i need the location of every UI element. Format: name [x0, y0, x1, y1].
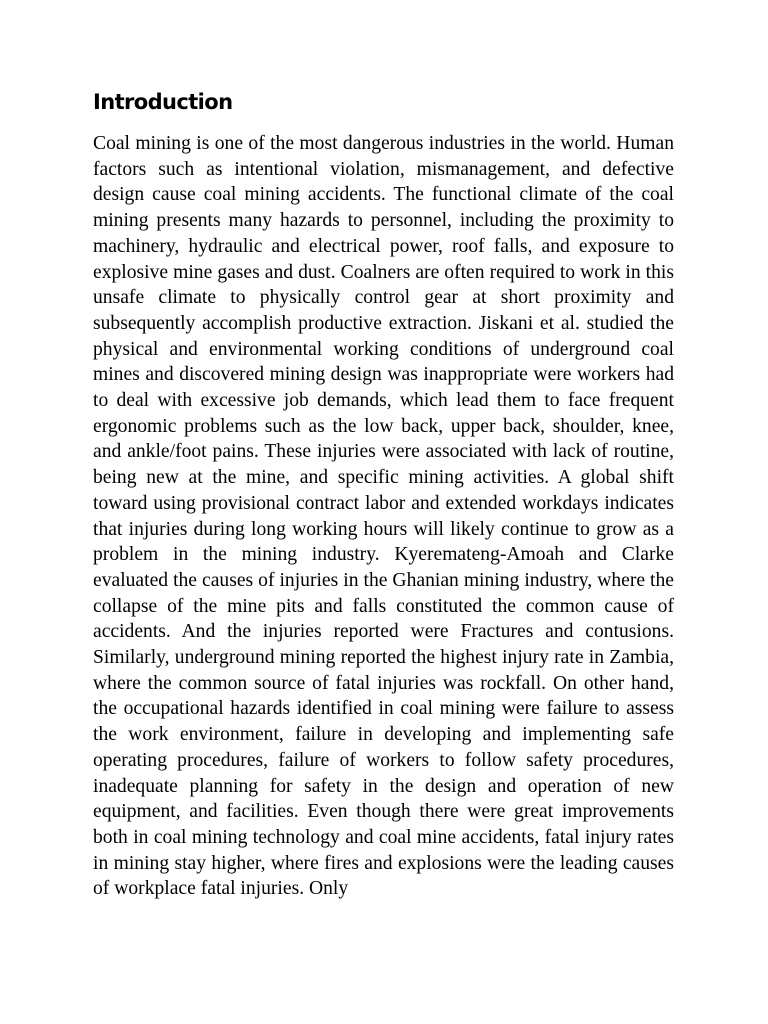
body-paragraph: Coal mining is one of the most dangerous industries in the world. Human factors such as intentional violation, mismanagement, and defective design cause coal mining accidents. The functional climate of the coal mining presents many hazards to personnel, including the proximity to machinery, hydraulic and electrical power, roof falls, and exposure to explosive mine gases and dust. Coalners are often required to work in this unsafe climate to physically control gear at short proximity and subsequently accomplish productive extraction. Jiskani et al. studied the physical and environmental working conditions of underground coal mines and discovered mining design was inappropriate were workers had to deal with excessive job demands, which lead them to face frequent ergonomic problems such as the low back, upper back, shoulder, knee, and ankle/foot pains. These injuries were associated with lack of routine, being new at the mine, and specific mining activities. A global shift toward using provisional contract labor and extended workdays indicates that injuries during long working hours will likely continue to grow as a problem in the mining industry. Kyeremateng-Amoah and Clarke evaluated the causes of injuries in the Ghanian mining industry, where the collapse of the mine pits and falls constituted the common cause of accidents. And the injuries reported were Fractures and contusions. Similarly, underground mining reported the highest injury rate in Zambia, where the common source of fatal injuries was rockfall. On other hand, the occupational hazards identified in coal mining were failure to assess the work environment, failure in developing and implementing safe operating procedures, failure of workers to follow safety procedures, inadequate planning for safety in the design and operation of new equipment, and facilities. Even though there were great improvements both in coal mining technology and coal mine accidents, fatal injury rates in mining stay higher, where fires and explosions were the leading causes of workplace fatal injuries. Only — [93, 133, 674, 900]
section-heading: Introduction — [93, 90, 233, 114]
document-page — [93, 86, 674, 902]
